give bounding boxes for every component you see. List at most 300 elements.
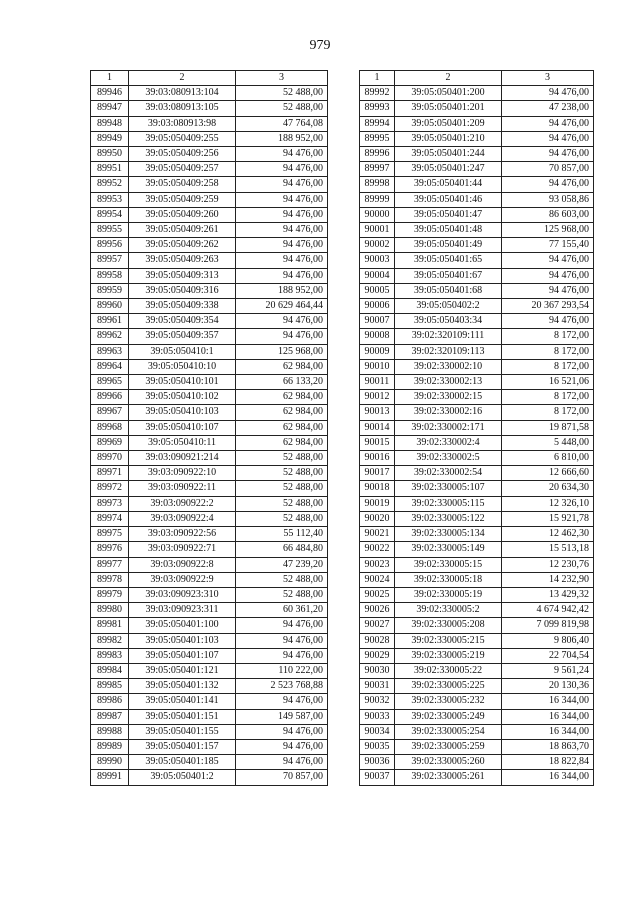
table-row xyxy=(360,527,594,542)
cadastral-number: 39:05:050409:260 xyxy=(129,207,236,222)
value-amount: 94 476,00 xyxy=(236,694,328,709)
row-number: 89963 xyxy=(91,344,129,359)
cadastral-number: 39:05:050401:67 xyxy=(395,268,502,283)
row-number: 90026 xyxy=(360,603,395,618)
table-row xyxy=(91,223,328,238)
cadastral-number: 39:05:050401:151 xyxy=(129,709,236,724)
cadastral-number: 39:03:090922:9 xyxy=(129,572,236,587)
table-row xyxy=(91,116,328,131)
value-amount: 86 603,00 xyxy=(502,207,594,222)
table-row xyxy=(360,375,594,390)
row-number: 90011 xyxy=(360,375,395,390)
row-number: 89976 xyxy=(91,542,129,557)
cadastral-number: 39:05:050403:34 xyxy=(395,314,502,329)
value-amount: 125 968,00 xyxy=(236,344,328,359)
row-number: 89951 xyxy=(91,162,129,177)
value-amount: 12 326,10 xyxy=(502,496,594,511)
row-number: 89954 xyxy=(91,207,129,222)
value-amount: 60 361,20 xyxy=(236,603,328,618)
value-amount: 16 344,00 xyxy=(502,694,594,709)
value-amount: 47 764,08 xyxy=(236,116,328,131)
cadastral-number: 39:05:050410:101 xyxy=(129,375,236,390)
table-row xyxy=(91,451,328,466)
table-body xyxy=(360,86,594,785)
value-amount: 52 488,00 xyxy=(236,101,328,116)
value-amount: 94 476,00 xyxy=(236,739,328,754)
value-amount: 12 666,60 xyxy=(502,466,594,481)
table-row xyxy=(360,390,594,405)
cadastral-number: 39:05:050409:259 xyxy=(129,192,236,207)
value-amount: 110 222,00 xyxy=(236,663,328,678)
cadastral-number: 39:05:050401:46 xyxy=(395,192,502,207)
value-amount: 94 476,00 xyxy=(236,618,328,633)
header-col-1: 1 xyxy=(91,71,129,86)
cadastral-number: 39:05:050410:11 xyxy=(129,435,236,450)
table-row xyxy=(91,542,328,557)
value-amount: 47 238,00 xyxy=(502,101,594,116)
table-row xyxy=(91,420,328,435)
cadastral-number: 39:03:090922:71 xyxy=(129,542,236,557)
cadastral-number: 39:05:050401:121 xyxy=(129,663,236,678)
value-amount: 94 476,00 xyxy=(236,648,328,663)
header-row xyxy=(91,71,328,86)
row-number: 90029 xyxy=(360,648,395,663)
cadastral-number: 39:05:050401:100 xyxy=(129,618,236,633)
value-amount: 12 462,30 xyxy=(502,527,594,542)
cadastral-number: 39:02:330002:4 xyxy=(395,435,502,450)
cadastral-number: 39:05:050401:2 xyxy=(129,770,236,785)
table-row xyxy=(91,496,328,511)
table-row xyxy=(360,572,594,587)
row-number: 90000 xyxy=(360,207,395,222)
cadastral-number: 39:05:050401:132 xyxy=(129,679,236,694)
cadastral-number: 39:05:050401:210 xyxy=(395,131,502,146)
table-row xyxy=(360,101,594,116)
value-amount: 125 968,00 xyxy=(502,223,594,238)
value-amount: 94 476,00 xyxy=(502,314,594,329)
cadastral-number: 39:02:330005:260 xyxy=(395,755,502,770)
table-header xyxy=(360,71,594,86)
table-row xyxy=(360,314,594,329)
table-row xyxy=(360,177,594,192)
value-amount: 94 476,00 xyxy=(236,253,328,268)
cadastral-number: 39:03:080913:105 xyxy=(129,101,236,116)
row-number: 89956 xyxy=(91,238,129,253)
header-row xyxy=(360,71,594,86)
value-amount: 15 921,78 xyxy=(502,511,594,526)
table-row xyxy=(360,207,594,222)
value-amount: 8 172,00 xyxy=(502,390,594,405)
value-amount: 6 810,00 xyxy=(502,451,594,466)
cadastral-number: 39:02:320109:113 xyxy=(395,344,502,359)
value-amount: 94 476,00 xyxy=(502,86,594,101)
value-amount: 12 230,76 xyxy=(502,557,594,572)
cadastral-number: 39:05:050409:263 xyxy=(129,253,236,268)
row-number: 90006 xyxy=(360,299,395,314)
table-row xyxy=(360,359,594,374)
cadastral-number: 39:03:080913:104 xyxy=(129,86,236,101)
table-row xyxy=(360,481,594,496)
cadastral-number: 39:05:050401:48 xyxy=(395,223,502,238)
table-row xyxy=(360,587,594,602)
value-amount: 16 344,00 xyxy=(502,770,594,785)
value-amount: 62 984,00 xyxy=(236,390,328,405)
row-number: 89981 xyxy=(91,618,129,633)
cadastral-number: 39:02:330005:249 xyxy=(395,709,502,724)
value-amount: 18 822,84 xyxy=(502,755,594,770)
table-row xyxy=(91,587,328,602)
table-row xyxy=(91,755,328,770)
row-number: 90023 xyxy=(360,557,395,572)
table-row xyxy=(360,405,594,420)
value-amount: 70 857,00 xyxy=(502,162,594,177)
cadastral-number: 39:05:050401:44 xyxy=(395,177,502,192)
cadastral-number: 39:05:050401:107 xyxy=(129,648,236,663)
row-number: 90012 xyxy=(360,390,395,405)
row-number: 89989 xyxy=(91,739,129,754)
table-row xyxy=(360,466,594,481)
row-number: 90017 xyxy=(360,466,395,481)
table-row xyxy=(91,511,328,526)
table-row xyxy=(91,390,328,405)
register-table-left xyxy=(90,70,328,786)
table-row xyxy=(360,238,594,253)
table-row xyxy=(360,268,594,283)
row-number: 89991 xyxy=(91,770,129,785)
row-number: 89969 xyxy=(91,435,129,450)
value-amount: 18 863,70 xyxy=(502,739,594,754)
value-amount: 94 476,00 xyxy=(236,755,328,770)
cadastral-number: 39:05:050401:200 xyxy=(395,86,502,101)
value-amount: 20 629 464,44 xyxy=(236,299,328,314)
cadastral-number: 39:05:050409:357 xyxy=(129,329,236,344)
row-number: 90036 xyxy=(360,755,395,770)
table-row xyxy=(91,679,328,694)
table-row xyxy=(91,131,328,146)
table-row xyxy=(91,663,328,678)
cadastral-number: 39:05:050409:257 xyxy=(129,162,236,177)
row-number: 89958 xyxy=(91,268,129,283)
cadastral-number: 39:05:050410:10 xyxy=(129,359,236,374)
row-number: 90033 xyxy=(360,709,395,724)
cadastral-number: 39:05:050401:49 xyxy=(395,238,502,253)
cadastral-number: 39:03:090922:8 xyxy=(129,557,236,572)
row-number: 90002 xyxy=(360,238,395,253)
table-row xyxy=(91,405,328,420)
table-row xyxy=(360,511,594,526)
table-row xyxy=(91,603,328,618)
table-row xyxy=(91,724,328,739)
value-amount: 94 476,00 xyxy=(236,633,328,648)
row-number: 89959 xyxy=(91,283,129,298)
table-row xyxy=(360,329,594,344)
cadastral-number: 39:05:050409:261 xyxy=(129,223,236,238)
row-number: 89998 xyxy=(360,177,395,192)
row-number: 89978 xyxy=(91,572,129,587)
table-row xyxy=(360,663,594,678)
value-amount: 66 484,80 xyxy=(236,542,328,557)
header-col-3: 3 xyxy=(502,71,594,86)
table-row xyxy=(91,618,328,633)
row-number: 89983 xyxy=(91,648,129,663)
cadastral-number: 39:02:330002:5 xyxy=(395,451,502,466)
value-amount: 52 488,00 xyxy=(236,496,328,511)
value-amount: 77 155,40 xyxy=(502,238,594,253)
value-amount: 52 488,00 xyxy=(236,572,328,587)
cadastral-number: 39:05:050401:185 xyxy=(129,755,236,770)
table-row xyxy=(91,739,328,754)
row-number: 89985 xyxy=(91,679,129,694)
row-number: 90028 xyxy=(360,633,395,648)
value-amount: 62 984,00 xyxy=(236,435,328,450)
table-row xyxy=(360,542,594,557)
value-amount: 55 112,40 xyxy=(236,527,328,542)
page-number: 979 xyxy=(309,38,331,53)
row-number: 89995 xyxy=(360,131,395,146)
cadastral-number: 39:02:330005:19 xyxy=(395,587,502,602)
cadastral-number: 39:02:330005:134 xyxy=(395,527,502,542)
table-row xyxy=(91,375,328,390)
table-body xyxy=(91,86,328,785)
value-amount: 52 488,00 xyxy=(236,587,328,602)
table-row xyxy=(91,238,328,253)
value-amount: 149 587,00 xyxy=(236,709,328,724)
row-number: 90034 xyxy=(360,724,395,739)
row-number: 89992 xyxy=(360,86,395,101)
row-number: 89993 xyxy=(360,101,395,116)
row-number: 90014 xyxy=(360,420,395,435)
row-number: 89977 xyxy=(91,557,129,572)
row-number: 89984 xyxy=(91,663,129,678)
row-number: 90037 xyxy=(360,770,395,785)
table-row xyxy=(360,451,594,466)
cadastral-number: 39:03:090922:10 xyxy=(129,466,236,481)
value-amount: 4 674 942,42 xyxy=(502,603,594,618)
table-row xyxy=(360,223,594,238)
table-row xyxy=(360,131,594,146)
row-number: 90003 xyxy=(360,253,395,268)
cadastral-number: 39:05:050409:258 xyxy=(129,177,236,192)
cadastral-number: 39:05:050409:262 xyxy=(129,238,236,253)
cadastral-number: 39:05:050410:103 xyxy=(129,405,236,420)
cadastral-number: 39:05:050410:102 xyxy=(129,390,236,405)
value-amount: 94 476,00 xyxy=(236,314,328,329)
row-number: 89987 xyxy=(91,709,129,724)
table-row xyxy=(360,618,594,633)
table-row xyxy=(91,435,328,450)
cadastral-number: 39:02:330005:261 xyxy=(395,770,502,785)
table-row xyxy=(360,344,594,359)
row-number: 90032 xyxy=(360,694,395,709)
cadastral-number: 39:02:330005:215 xyxy=(395,633,502,648)
value-amount: 94 476,00 xyxy=(502,253,594,268)
row-number: 89975 xyxy=(91,527,129,542)
value-amount: 20 130,36 xyxy=(502,679,594,694)
cadastral-number: 39:05:050410:107 xyxy=(129,420,236,435)
row-number: 90004 xyxy=(360,268,395,283)
row-number: 89968 xyxy=(91,420,129,435)
table-row xyxy=(360,739,594,754)
row-number: 90024 xyxy=(360,572,395,587)
register-table-right xyxy=(359,70,594,786)
table-row xyxy=(91,147,328,162)
table-row xyxy=(360,299,594,314)
cadastral-number: 39:05:050401:244 xyxy=(395,147,502,162)
row-number: 89973 xyxy=(91,496,129,511)
value-amount: 7 099 819,98 xyxy=(502,618,594,633)
table-row xyxy=(360,648,594,663)
cadastral-number: 39:02:330005:107 xyxy=(395,481,502,496)
table-row xyxy=(91,344,328,359)
cadastral-number: 39:03:090922:11 xyxy=(129,481,236,496)
cadastral-number: 39:05:050409:338 xyxy=(129,299,236,314)
cadastral-number: 39:05:050401:201 xyxy=(395,101,502,116)
value-amount: 94 476,00 xyxy=(502,283,594,298)
value-amount: 52 488,00 xyxy=(236,451,328,466)
row-number: 90005 xyxy=(360,283,395,298)
row-number: 90001 xyxy=(360,223,395,238)
table-row xyxy=(91,359,328,374)
table-row xyxy=(360,724,594,739)
table-row xyxy=(91,709,328,724)
value-amount: 94 476,00 xyxy=(236,223,328,238)
cadastral-number: 39:02:330005:225 xyxy=(395,679,502,694)
table-row xyxy=(360,192,594,207)
value-amount: 15 513,18 xyxy=(502,542,594,557)
value-amount: 52 488,00 xyxy=(236,511,328,526)
table-row xyxy=(91,527,328,542)
cadastral-number: 39:02:330002:171 xyxy=(395,420,502,435)
row-number: 90022 xyxy=(360,542,395,557)
value-amount: 52 488,00 xyxy=(236,86,328,101)
value-amount: 94 476,00 xyxy=(236,724,328,739)
cadastral-number: 39:02:330005:149 xyxy=(395,542,502,557)
row-number: 90008 xyxy=(360,329,395,344)
cadastral-number: 39:02:330005:15 xyxy=(395,557,502,572)
cadastral-number: 39:05:050409:256 xyxy=(129,147,236,162)
row-number: 90025 xyxy=(360,587,395,602)
value-amount: 16 344,00 xyxy=(502,709,594,724)
cadastral-number: 39:02:330005:259 xyxy=(395,739,502,754)
value-amount: 62 984,00 xyxy=(236,359,328,374)
table-row xyxy=(360,147,594,162)
table-row xyxy=(360,694,594,709)
row-number: 89952 xyxy=(91,177,129,192)
header-col-2: 2 xyxy=(395,71,502,86)
table-row xyxy=(360,770,594,785)
value-amount: 94 476,00 xyxy=(236,147,328,162)
value-amount: 94 476,00 xyxy=(236,207,328,222)
value-amount: 47 239,20 xyxy=(236,557,328,572)
row-number: 89962 xyxy=(91,329,129,344)
row-number: 89967 xyxy=(91,405,129,420)
table-row xyxy=(91,770,328,785)
table-row xyxy=(360,603,594,618)
cadastral-number: 39:05:050409:316 xyxy=(129,283,236,298)
cadastral-number: 39:05:050409:354 xyxy=(129,314,236,329)
table-row xyxy=(360,283,594,298)
row-number: 90015 xyxy=(360,435,395,450)
value-amount: 52 488,00 xyxy=(236,466,328,481)
cadastral-number: 39:03:080913:98 xyxy=(129,116,236,131)
cadastral-number: 39:05:050410:1 xyxy=(129,344,236,359)
cadastral-number: 39:05:050402:2 xyxy=(395,299,502,314)
value-amount: 22 704,54 xyxy=(502,648,594,663)
value-amount: 93 058,86 xyxy=(502,192,594,207)
row-number: 89999 xyxy=(360,192,395,207)
table-row xyxy=(91,283,328,298)
value-amount: 62 984,00 xyxy=(236,420,328,435)
value-amount: 13 429,32 xyxy=(502,587,594,602)
row-number: 89960 xyxy=(91,299,129,314)
table-row xyxy=(91,192,328,207)
cadastral-number: 39:02:330002:16 xyxy=(395,405,502,420)
value-amount: 5 448,00 xyxy=(502,435,594,450)
value-amount: 94 476,00 xyxy=(502,268,594,283)
cadastral-number: 39:03:090922:2 xyxy=(129,496,236,511)
row-number: 90021 xyxy=(360,527,395,542)
row-number: 90010 xyxy=(360,359,395,374)
row-number: 90013 xyxy=(360,405,395,420)
row-number: 90018 xyxy=(360,481,395,496)
cadastral-number: 39:02:330005:219 xyxy=(395,648,502,663)
table-row xyxy=(91,101,328,116)
row-number: 89953 xyxy=(91,192,129,207)
row-number: 89948 xyxy=(91,116,129,131)
table-row xyxy=(91,648,328,663)
cadastral-number: 39:02:330002:13 xyxy=(395,375,502,390)
table-row xyxy=(91,633,328,648)
cadastral-number: 39:02:330005:115 xyxy=(395,496,502,511)
row-number: 89949 xyxy=(91,131,129,146)
value-amount: 8 172,00 xyxy=(502,359,594,374)
value-amount: 9 561,24 xyxy=(502,663,594,678)
cadastral-number: 39:05:050401:209 xyxy=(395,116,502,131)
row-number: 89950 xyxy=(91,147,129,162)
row-number: 90031 xyxy=(360,679,395,694)
cadastral-number: 39:05:050401:47 xyxy=(395,207,502,222)
row-number: 90019 xyxy=(360,496,395,511)
table-row xyxy=(91,253,328,268)
value-amount: 94 476,00 xyxy=(236,162,328,177)
value-amount: 16 521,06 xyxy=(502,375,594,390)
table-row xyxy=(91,177,328,192)
row-number: 89982 xyxy=(91,633,129,648)
table-header xyxy=(91,71,328,86)
row-number: 89990 xyxy=(91,755,129,770)
value-amount: 2 523 768,88 xyxy=(236,679,328,694)
row-number: 90007 xyxy=(360,314,395,329)
value-amount: 20 367 293,54 xyxy=(502,299,594,314)
row-number: 89997 xyxy=(360,162,395,177)
cadastral-number: 39:02:330005:232 xyxy=(395,694,502,709)
table-row xyxy=(91,694,328,709)
table-row xyxy=(360,162,594,177)
table-row xyxy=(91,572,328,587)
row-number: 89986 xyxy=(91,694,129,709)
cadastral-number: 39:03:090922:4 xyxy=(129,511,236,526)
value-amount: 20 634,30 xyxy=(502,481,594,496)
row-number: 90027 xyxy=(360,618,395,633)
value-amount: 94 476,00 xyxy=(502,131,594,146)
cadastral-number: 39:05:050409:313 xyxy=(129,268,236,283)
row-number: 89979 xyxy=(91,587,129,602)
cadastral-number: 39:03:090921:214 xyxy=(129,451,236,466)
table-row xyxy=(360,709,594,724)
table-row xyxy=(91,557,328,572)
value-amount: 19 871,58 xyxy=(502,420,594,435)
cadastral-number: 39:02:330005:2 xyxy=(395,603,502,618)
